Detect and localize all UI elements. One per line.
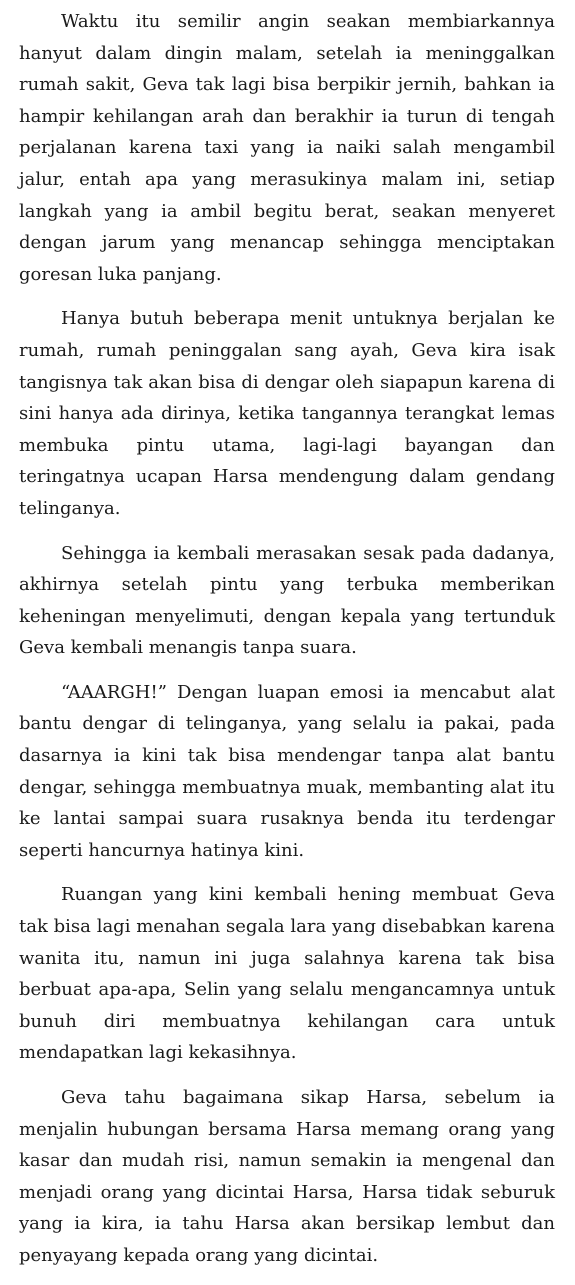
paragraph-6: Geva tahu bagaimana sikap Harsa, sebelum ia menjalin hubungan bersama Harsa memang orang yang kasar dan mudah risi, namun semakin ia mengenal dan menjadi orang yang dicintai Harsa, Harsa tidak seburuk yang ia kira, ia tahu Harsa akan bersikap lembut dan penyayang kepada orang yang dicintai. <box>19 1087 555 1266</box>
paragraph-2: Hanya butuh beberapa menit untuknya berjalan ke rumah, rumah peninggalan sang ayah, Geva kira isak tangisnya tak akan bisa di dengar oleh siapapun karena di sini hanya ada dirinya, ketika tangannya terangkat lemas membuka pintu utama, lagi-lagi bayangan dan teringatnya ucapan Harsa mendengung dalam gendang telinganya. <box>19 308 555 519</box>
paragraph-5: Ruangan yang kini kembali hening membuat Geva tak bisa lagi menahan segala lara yang disebabkan karena wanita itu, namun ini juga salahnya karena tak bisa berbuat apa-apa, Selin yang selalu mengancamnya untuk bunuh diri membuatnya kehilangan cara untuk mendapatkan lagi kekasihnya. <box>19 884 555 1064</box>
document-page <box>19 6 555 1285</box>
paragraph-1: Waktu itu semilir angin seakan membiarkannya hanyut dalam dingin malam, setelah ia meninggalkan rumah sakit, Geva tak lagi bisa berpikir jernih, bahkan ia hampir kehilangan arah dan berakhir ia turun di tengah perjalanan karena taxi yang ia naiki salah mengambil jalur, entah apa yang merasukinya malam ini, setiap langkah yang ia ambil begitu berat, seakan menyeret dengan jarum yang menancap sehingga menciptakan goresan luka panjang. <box>19 11 555 285</box>
paragraph-4: “AAARGH!” Dengan luapan emosi ia mencabut alat bantu dengar di telinganya, yang selalu ia pakai, pada dasarnya ia kini tak bisa mendengar tanpa alat bantu dengar, sehingga membuatnya muak, membanting alat itu ke lantai sampai suara rusaknya benda itu terdengar seperti hancurnya hatinya kini. <box>19 681 555 861</box>
paragraph-3: Sehingga ia kembali merasakan sesak pada dadanya, akhirnya setelah pintu yang terbuka memberikan keheningan menyelimuti, dengan kepala yang tertunduk Geva kembali menangis tanpa suara. <box>19 542 555 659</box>
